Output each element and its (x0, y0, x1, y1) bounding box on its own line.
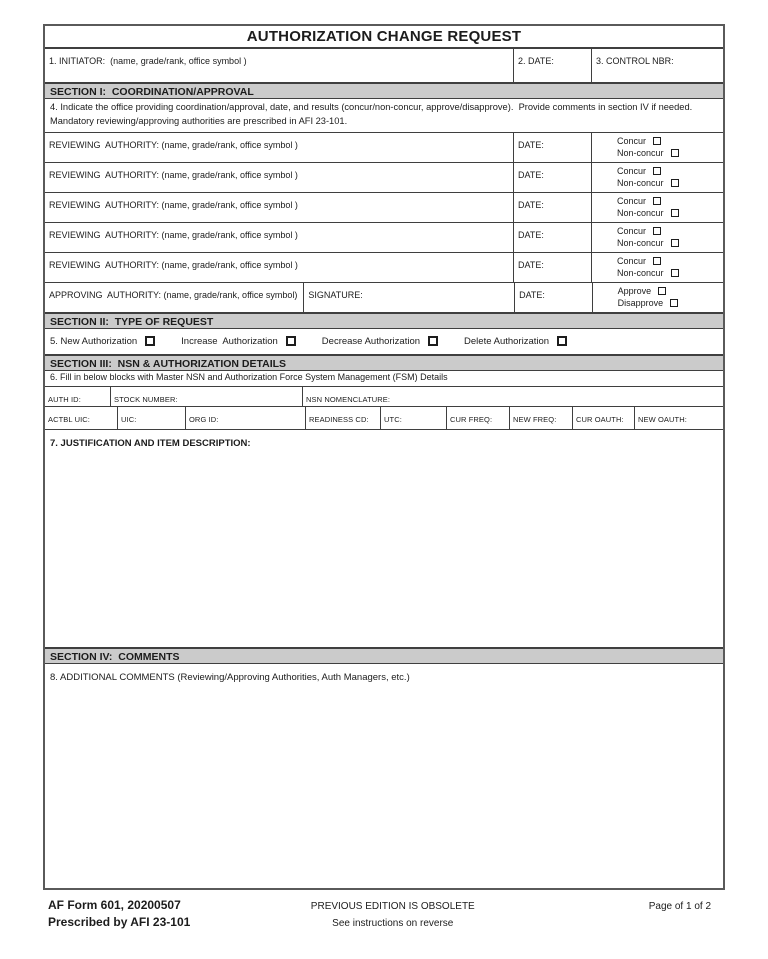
concur-checkbox[interactable] (653, 227, 661, 235)
control-nbr-field[interactable] (591, 49, 723, 82)
comments-label: 8. ADDITIONAL COMMENTS (Reviewing/Approving Authorities, Auth Managers, etc.) (50, 672, 410, 683)
concur-checkbox[interactable] (653, 257, 661, 265)
reviewing-authority-field[interactable] (45, 223, 513, 252)
auth-id-label: AUTH ID: (48, 395, 81, 404)
concur-cell (591, 223, 723, 252)
approving-authority-row (45, 282, 723, 312)
section3-header: SECTION III: NSN & AUTHORIZATION DETAILS (45, 354, 723, 371)
signature-label: SIGNATURE: (308, 290, 363, 300)
justification-field[interactable] (45, 429, 723, 647)
concur-checkbox[interactable] (653, 137, 661, 145)
concur-cell (591, 253, 723, 282)
non-concur-label: Non-concur (617, 178, 664, 188)
concur-checkbox[interactable] (653, 197, 661, 205)
non-concur-checkbox[interactable] (671, 239, 679, 247)
type-option-delete (464, 336, 567, 347)
disapprove-line (618, 297, 719, 309)
auth-id-field[interactable] (45, 387, 110, 406)
non-concur-label: Non-concur (617, 268, 664, 278)
reviewing-authority-field[interactable] (45, 253, 513, 282)
cur-freq-label: CUR FREQ: (450, 415, 493, 424)
concur-label: Concur (617, 166, 647, 176)
fsm-row-2 (45, 406, 723, 429)
type-of-request-row (45, 329, 723, 354)
reviewing-authority-field[interactable] (45, 163, 513, 192)
section4-header: SECTION IV: COMMENTS (45, 647, 723, 664)
new-freq-label: NEW FREQ: (513, 415, 557, 424)
new-freq-field[interactable] (509, 407, 572, 429)
review-date-field[interactable] (513, 193, 591, 222)
initiator-field[interactable] (45, 49, 513, 82)
non-concur-label: Non-concur (617, 148, 664, 158)
instructions-note: See instructions on reverse (332, 918, 454, 929)
utc-field[interactable] (380, 407, 446, 429)
form-title: AUTHORIZATION CHANGE REQUEST (246, 28, 522, 45)
non-concur-checkbox[interactable] (671, 179, 679, 187)
concur-line (617, 165, 719, 177)
review-date-field[interactable] (513, 253, 591, 282)
footer-line-1 (43, 897, 725, 914)
reviewing-authority-label: REVIEWING AUTHORITY: (name, grade/rank, office symbol ) (49, 140, 298, 150)
justification-label: 7. JUSTIFICATION AND ITEM DESCRIPTION: (50, 438, 251, 449)
actbl-uic-field[interactable] (45, 407, 117, 429)
cur-oauth-label: CUR OAUTH: (576, 415, 624, 424)
signature-field[interactable] (303, 283, 514, 312)
concur-label: Concur (617, 226, 647, 236)
readiness-cd-label: READINESS CD: (309, 415, 369, 424)
review-date-label: DATE: (518, 260, 544, 270)
approving-authority-label: APPROVING AUTHORITY: (name, grade/rank, office symbol) (49, 290, 298, 300)
concur-line (617, 195, 719, 207)
type-option-increase (181, 336, 296, 347)
concur-cell (591, 193, 723, 222)
readiness-cd-field[interactable] (305, 407, 380, 429)
reviewing-authority-row (45, 132, 723, 162)
concur-cell (591, 133, 723, 162)
cur-oauth-field[interactable] (572, 407, 634, 429)
af-form-601-page (43, 24, 725, 890)
review-date-field[interactable] (513, 133, 591, 162)
fsm-row-1 (45, 386, 723, 406)
non-concur-line (617, 177, 719, 189)
org-id-label: ORG ID: (189, 415, 219, 424)
approve-label: Approve (617, 286, 652, 296)
reviewing-authority-row (45, 252, 723, 282)
reviewing-authority-row (45, 222, 723, 252)
initiator-label: 1. INITIATOR: (name, grade/rank, office symbol ) (49, 56, 247, 66)
initiator-row (45, 49, 723, 82)
approve-line (618, 285, 719, 297)
delete-authorization-label: Delete Authorization (464, 336, 550, 347)
date-field[interactable] (513, 49, 591, 82)
non-concur-line (617, 207, 719, 219)
disapprove-checkbox[interactable] (670, 299, 678, 307)
new-oauth-field[interactable] (634, 407, 723, 429)
date-label: 2. DATE: (518, 56, 554, 66)
review-date-field[interactable] (513, 223, 591, 252)
non-concur-checkbox[interactable] (671, 269, 679, 277)
new-authorization-checkbox[interactable] (145, 336, 155, 346)
non-concur-line (617, 147, 719, 159)
section2-header: SECTION II: TYPE OF REQUEST (45, 312, 723, 329)
non-concur-checkbox[interactable] (671, 149, 679, 157)
fsm-instruction: 6. Fill in below blocks with Master NSN and Authorization Force System Management (FSM) Details (50, 372, 448, 382)
comments-field[interactable] (45, 664, 723, 888)
org-id-field[interactable] (185, 407, 305, 429)
type-option-decrease (322, 336, 438, 347)
approve-cell (592, 283, 723, 312)
review-date-label: DATE: (518, 200, 544, 210)
form-footer (43, 897, 725, 931)
nsn-nomenclature-field[interactable] (302, 387, 723, 406)
non-concur-line (617, 267, 719, 279)
increase-authorization-label: Increase Authorization (181, 336, 278, 347)
non-concur-line (617, 237, 719, 249)
review-date-label: DATE: (518, 230, 544, 240)
non-concur-label: Non-concur (617, 208, 664, 218)
review-date-field[interactable] (513, 163, 591, 192)
form-number: AF Form 601, 20200507 (48, 898, 181, 912)
edition-note: PREVIOUS EDITION IS OBSOLETE (310, 901, 475, 912)
concur-line (617, 225, 719, 237)
review-date-label: DATE: (518, 140, 544, 150)
decrease-authorization-checkbox[interactable] (428, 336, 438, 346)
non-concur-label: Non-concur (617, 238, 664, 248)
disapprove-label: Disapprove (617, 298, 664, 308)
reviewing-authority-row (45, 192, 723, 222)
concur-line (617, 255, 719, 267)
utc-label: UTC: (384, 415, 402, 424)
cur-freq-field[interactable] (446, 407, 509, 429)
approving-authority-field[interactable] (45, 283, 303, 312)
concur-cell (591, 163, 723, 192)
reviewing-authority-label: REVIEWING AUTHORITY: (name, grade/rank, office symbol ) (49, 260, 298, 270)
approving-date-label: DATE: (519, 290, 545, 300)
actbl-uic-label: ACTBL UIC: (48, 415, 90, 424)
new-oauth-label: NEW OAUTH: (638, 415, 687, 424)
reviewing-authority-label: REVIEWING AUTHORITY: (name, grade/rank, office symbol ) (49, 170, 298, 180)
review-date-label: DATE: (518, 170, 544, 180)
reviewing-authority-row (45, 162, 723, 192)
section1-header: SECTION I: COORDINATION/APPROVAL (45, 82, 723, 99)
page-number: Page of 1 of 2 (648, 901, 712, 912)
form-title-bar (45, 26, 723, 49)
concur-checkbox[interactable] (653, 167, 661, 175)
non-concur-checkbox[interactable] (671, 209, 679, 217)
concur-label: Concur (617, 196, 647, 206)
concur-line (617, 135, 719, 147)
reviewing-authority-label: REVIEWING AUTHORITY: (name, grade/rank, office symbol ) (49, 200, 298, 210)
reviewing-authority-field[interactable] (45, 133, 513, 162)
reviewing-authority-label: REVIEWING AUTHORITY: (name, grade/rank, office symbol ) (49, 230, 298, 240)
footer-line-2 (43, 914, 725, 931)
prescribed-by: Prescribed by AFI 23-101 (48, 915, 191, 929)
uic-field[interactable] (117, 407, 185, 429)
decrease-authorization-label: Decrease Authorization (321, 336, 421, 347)
section1-instruction: 4. Indicate the office providing coordination/approval, date, and results (concur/non-concur, approve/disapprove). Provide comments in section IV if needed. Mandatory reviewing/approving authorities are prescribed in AFI 23-101. (50, 102, 695, 127)
approving-date-field[interactable] (514, 283, 592, 312)
control-nbr-label: 3. CONTROL NBR: (596, 56, 674, 66)
approve-checkbox[interactable] (658, 287, 666, 295)
concur-label: Concur (617, 256, 647, 266)
increase-authorization-checkbox[interactable] (286, 336, 296, 346)
nsn-nomenclature-label: NSN NOMENCLATURE: (306, 395, 391, 404)
uic-label: UIC: (121, 415, 137, 424)
delete-authorization-checkbox[interactable] (557, 336, 567, 346)
new-authorization-label: 5. New Authorization (50, 336, 138, 347)
stock-number-label: STOCK NUMBER: (114, 395, 178, 404)
stock-number-field[interactable] (110, 387, 302, 406)
concur-label: Concur (617, 136, 647, 146)
reviewing-authority-field[interactable] (45, 193, 513, 222)
type-option-new (50, 336, 155, 347)
